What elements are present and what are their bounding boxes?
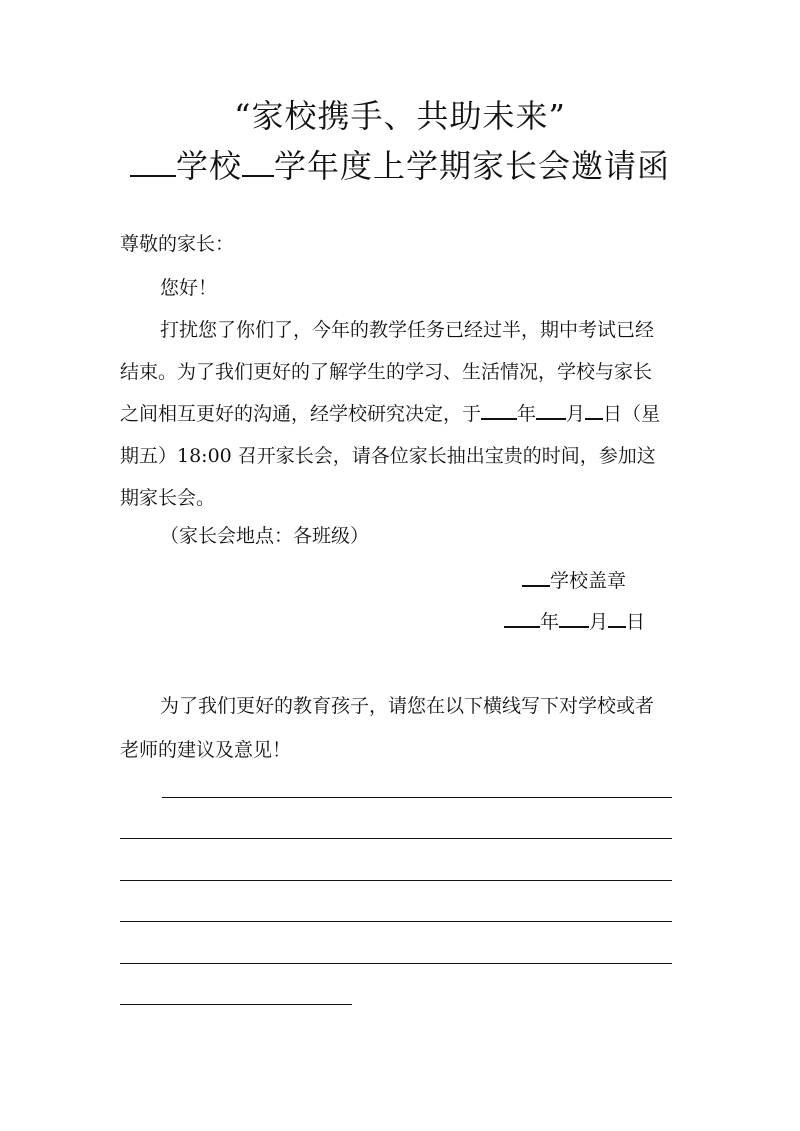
meeting-month-label: 月 bbox=[566, 403, 586, 425]
sign-month-blank bbox=[559, 625, 589, 628]
letter-body-line-1: 打扰您了你们了，今年的教学任务已经过半，期中考试已经 bbox=[160, 319, 655, 341]
letter-body-line-3 bbox=[120, 402, 680, 426]
meeting-year-label: 年 bbox=[517, 403, 537, 425]
feedback-answer-line[interactable] bbox=[120, 838, 672, 839]
meeting-month-blank bbox=[536, 417, 566, 420]
feedback-answer-line[interactable] bbox=[120, 1004, 352, 1005]
title-line-2 bbox=[0, 146, 800, 186]
meeting-location: （家长会地点：各班级） bbox=[160, 525, 370, 547]
meeting-day-blank bbox=[585, 417, 603, 420]
meeting-day-label: 日 bbox=[603, 403, 623, 425]
letter-greeting: 尊敬的家长： bbox=[120, 233, 235, 255]
title-rest: 学年度上学期家长会邀请函 bbox=[274, 147, 671, 185]
sign-year-label: 年 bbox=[540, 611, 560, 633]
feedback-answer-line[interactable] bbox=[162, 797, 672, 798]
feedback-answer-line[interactable] bbox=[120, 880, 672, 881]
title-school-word: 学校 bbox=[175, 147, 242, 185]
title-line-1: “家校携手、共助未来” bbox=[234, 97, 566, 135]
sign-day-blank bbox=[608, 625, 626, 628]
school-name-blank bbox=[130, 174, 176, 177]
feedback-request-line-2: 老师的建议及意见！ bbox=[120, 739, 292, 761]
signature-date bbox=[504, 610, 645, 634]
feedback-answer-line[interactable] bbox=[120, 921, 672, 922]
sign-month-label: 月 bbox=[589, 611, 609, 633]
letter-body-line-5: 期家长会。 bbox=[120, 487, 216, 509]
letter-body-line-4: 期五）18:00 召开家长会，请各位家长抽出宝贵的时间，参加这 bbox=[120, 445, 656, 467]
feedback-request-line-1: 为了我们更好的教育孩子，请您在以下横线写下对学校或者 bbox=[160, 695, 655, 717]
feedback-answer-line[interactable] bbox=[120, 963, 672, 964]
stamp-label: 学校盖章 bbox=[550, 570, 627, 592]
meeting-weekday-open: （星 bbox=[622, 403, 661, 425]
meeting-intro-text: 之间相互更好的沟通，经学校研究决定，于 bbox=[120, 403, 482, 425]
meeting-year-blank bbox=[481, 417, 517, 420]
letter-body-line-2: 结束。为了我们更好的了解学生的学习、生活情况，学校与家长 bbox=[120, 361, 653, 383]
letter-hello: 您好！ bbox=[160, 277, 218, 299]
sign-day-label: 日 bbox=[626, 611, 646, 633]
sign-year-blank bbox=[504, 625, 540, 628]
school-stamp bbox=[522, 569, 626, 593]
school-year-blank bbox=[242, 174, 274, 177]
stamp-school-blank bbox=[522, 584, 550, 587]
